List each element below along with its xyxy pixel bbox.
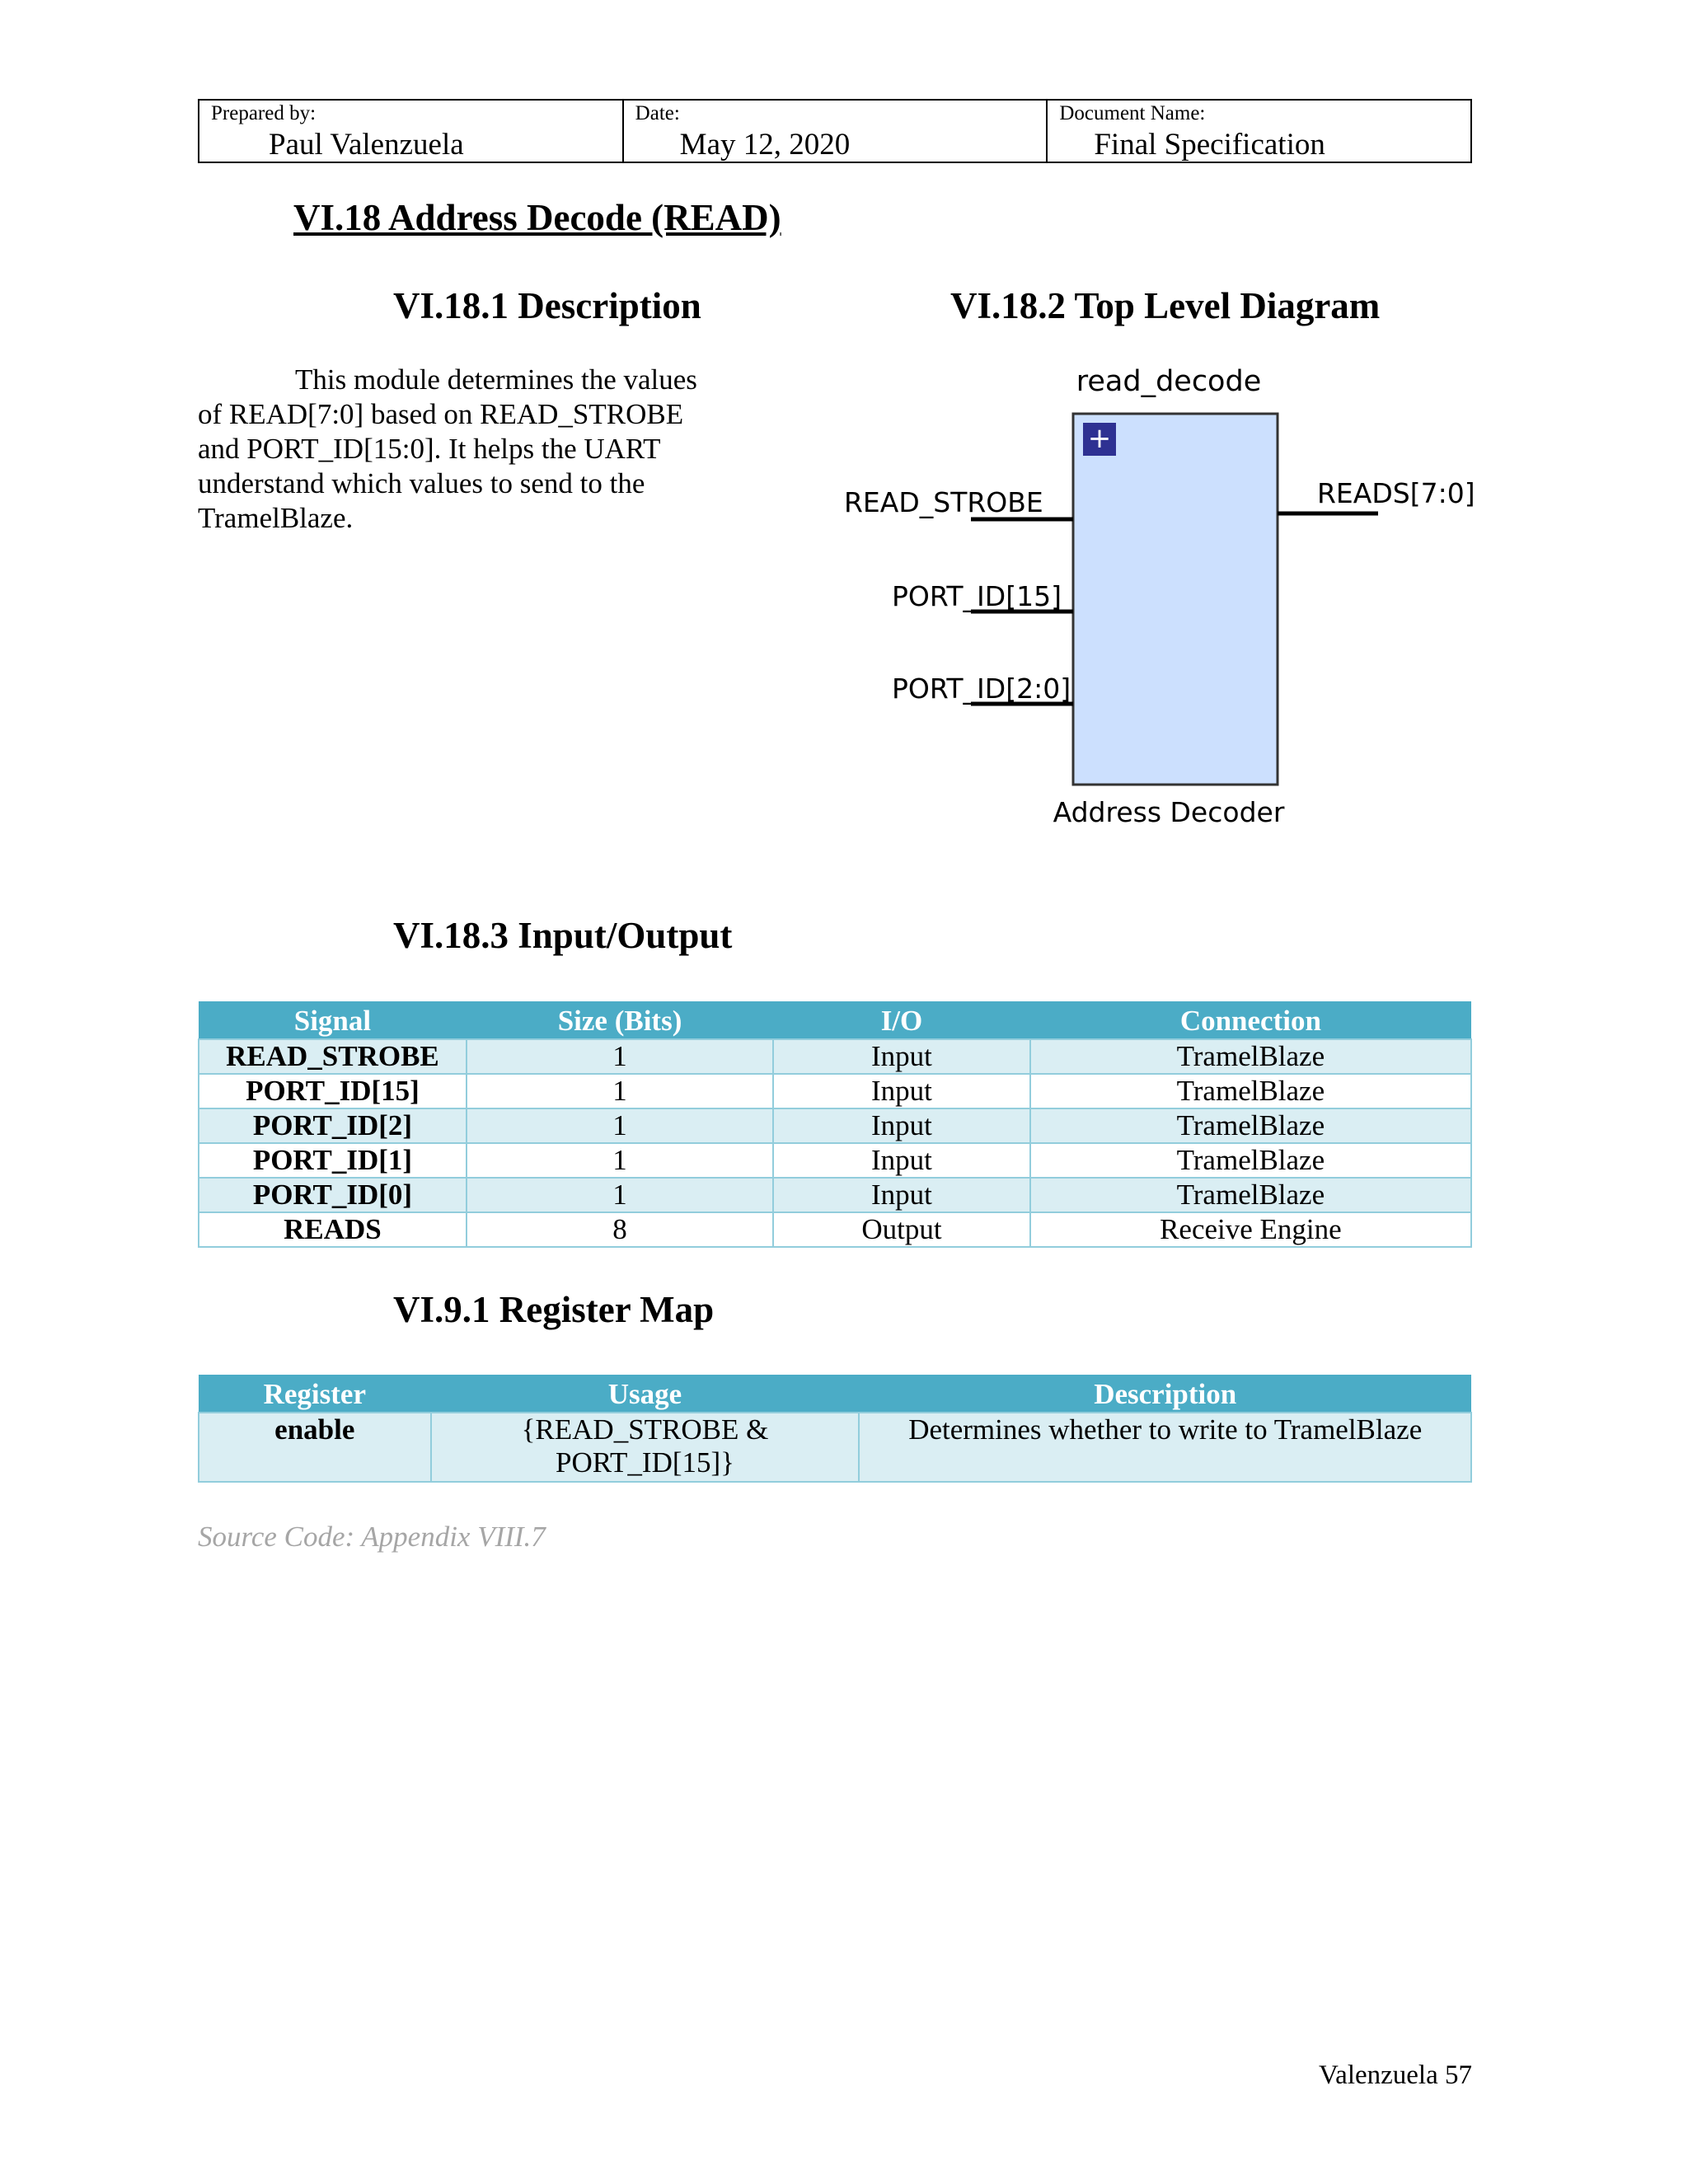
port-label-port-id-15: PORT_ID[15] xyxy=(892,580,1062,612)
io-table xyxy=(198,1001,1472,1248)
document-name-label: Document Name: xyxy=(1059,102,1206,124)
connection-cell: TramelBlaze xyxy=(1030,1039,1471,1074)
direction-cell: Input xyxy=(773,1178,1030,1212)
top-level-diagram xyxy=(824,363,1484,841)
table-row xyxy=(199,1074,1471,1108)
size-cell: 1 xyxy=(467,1178,773,1212)
signal-cell: PORT_ID[1] xyxy=(199,1143,467,1178)
prepared-by-value: Paul Valenzuela xyxy=(269,128,464,162)
document-header xyxy=(198,99,1472,163)
size-cell: 8 xyxy=(467,1212,773,1247)
table-row xyxy=(199,1178,1471,1212)
date-value: May 12, 2020 xyxy=(679,128,851,162)
port-label-port-id-2-0: PORT_ID[2:0] xyxy=(892,673,1071,705)
register-col-description: Description xyxy=(859,1376,1471,1413)
size-cell: 1 xyxy=(467,1108,773,1143)
direction-cell: Input xyxy=(773,1108,1030,1143)
register-name-cell: enable xyxy=(199,1413,431,1482)
module-block xyxy=(1073,414,1278,785)
io-col-signal: Signal xyxy=(199,1003,467,1040)
signal-cell: PORT_ID[2] xyxy=(199,1108,467,1143)
signal-cell: READS xyxy=(199,1212,467,1247)
page-footer: Valenzuela 57 xyxy=(1319,2060,1472,2090)
size-cell: 1 xyxy=(467,1143,773,1178)
expand-plus-glyph: + xyxy=(1087,422,1112,455)
section-title: VI.18 Address Decode (READ) xyxy=(293,197,781,238)
size-cell: 1 xyxy=(467,1074,773,1108)
table-row xyxy=(199,1212,1471,1247)
prepared-by-cell xyxy=(199,101,624,162)
table-row xyxy=(199,1413,1471,1482)
description-body: This module determines the values of READ[7:0] based on READ_STROBE and PORT_ID[15:0]. It helps the UART understand which values to send to the TramelBlaze. xyxy=(198,363,697,534)
connection-cell: Receive Engine xyxy=(1030,1212,1471,1247)
table-row xyxy=(199,1108,1471,1143)
diagram-heading: VI.18.2 Top Level Diagram xyxy=(950,285,1381,326)
table-row xyxy=(199,1039,1471,1074)
direction-cell: Input xyxy=(773,1143,1030,1178)
signal-cell: PORT_ID[0] xyxy=(199,1178,467,1212)
direction-cell: Output xyxy=(773,1212,1030,1247)
table-row xyxy=(199,1143,1471,1178)
description-heading: VI.18.1 Description xyxy=(393,285,701,326)
port-label-read-strobe: READ_STROBE xyxy=(844,486,1043,518)
description-text xyxy=(198,363,725,536)
document-name-cell xyxy=(1048,101,1470,162)
register-table-header xyxy=(199,1376,1471,1413)
io-col-io: I/O xyxy=(773,1003,1030,1040)
connection-cell: TramelBlaze xyxy=(1030,1074,1471,1108)
register-map-table xyxy=(198,1375,1472,1483)
io-table-header xyxy=(199,1003,1471,1040)
io-heading: VI.18.3 Input/Output xyxy=(393,915,733,956)
register-map-heading: VI.9.1 Register Map xyxy=(393,1289,715,1330)
document-name-value: Final Specification xyxy=(1094,128,1325,162)
signal-cell: READ_STROBE xyxy=(199,1039,467,1074)
io-col-size: Size (Bits) xyxy=(467,1003,773,1040)
size-cell: 1 xyxy=(467,1039,773,1074)
register-description-cell: Determines whether to write to TramelBlaze xyxy=(859,1413,1471,1482)
instance-name: read_decode xyxy=(1076,365,1262,398)
connection-cell: TramelBlaze xyxy=(1030,1178,1471,1212)
register-usage-cell: {READ_STROBE & PORT_ID[15]} xyxy=(431,1413,860,1482)
connection-cell: TramelBlaze xyxy=(1030,1108,1471,1143)
direction-cell: Input xyxy=(773,1039,1030,1074)
date-label: Date: xyxy=(635,102,680,124)
register-col-register: Register xyxy=(199,1376,431,1413)
module-name: Address Decoder xyxy=(1053,796,1285,828)
port-label-reads: READS[7:0] xyxy=(1317,477,1475,509)
io-col-connection: Connection xyxy=(1030,1003,1471,1040)
direction-cell: Input xyxy=(773,1074,1030,1108)
connection-cell: TramelBlaze xyxy=(1030,1143,1471,1178)
register-col-usage: Usage xyxy=(431,1376,860,1413)
date-cell xyxy=(624,101,1048,162)
prepared-by-label: Prepared by: xyxy=(211,102,316,124)
source-code-note: Source Code: Appendix VIII.7 xyxy=(198,1521,546,1553)
signal-cell: PORT_ID[15] xyxy=(199,1074,467,1108)
